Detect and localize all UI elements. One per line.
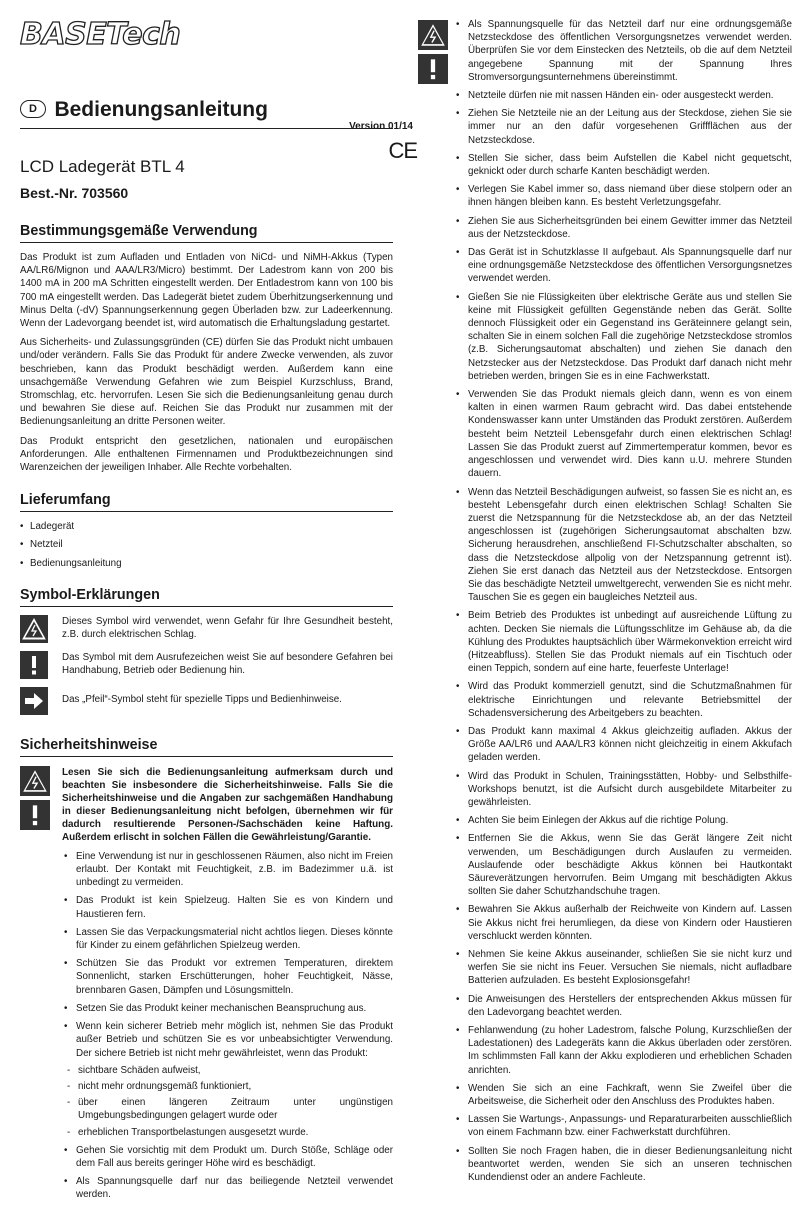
product-name: LCD Ladegerät BTL 4	[20, 157, 185, 176]
article-number: Best.-Nr. 703560	[20, 185, 129, 201]
safety-item-text: Wenn kein sicherer Betrieb mehr möglich ist, nehmen Sie das Produkt außer Betrieb und schützen Sie es vor unbeabsichtigter Verwendung. Der sichere Betrieb ist nicht mehr gewährleistet, wenn das Produkt:	[76, 1021, 393, 1059]
section-intended-use	[20, 223, 393, 474]
safety-item: • Wenden Sie sich an eine Fachkraft, wenn Sie Zweifel über die Arbeitsweise, die Sicherheit oder den Anschluss des Produktes haben.	[456, 1082, 792, 1108]
symbol-row	[20, 651, 393, 679]
safety-item: • Eine Verwendung ist nur in geschlossenen Räumen, also nicht im Freien erlaubt. Der Kontakt mit Feuchtigkeit, z.B. im Badezimmer u.ä. ist unbedingt zu vermeiden.	[64, 850, 393, 890]
safety-item: • Als Spannungsquelle darf nur das beiliegende Netzteil verwendet werden.	[64, 1175, 393, 1201]
warning-icons-right	[418, 20, 448, 84]
symbol-description: Dieses Symbol wird verwendet, wenn Gefahr für Ihre Gesundheit besteht, z.B. durch elektrischen Schlag.	[62, 615, 393, 641]
symbol-description: Das „Pfeil“-Symbol steht für spezielle Tipps und Bedienhinweise.	[62, 693, 342, 705]
heading-scope: Lieferumfang	[20, 492, 393, 512]
safety-item: • Wird das Produkt in Schulen, Trainingsstätten, Hobby- und Selbsthilfe-Workshops benutzt, ist die Aufsicht durch ausgebildete Mitarbeiter zu gewährleisten.	[456, 770, 792, 810]
version-label: Version 01/14	[349, 121, 413, 132]
page-title: Bedienungsanleitung	[54, 98, 268, 121]
lightning-warning-icon	[20, 766, 50, 796]
safety-item: • Als Spannungsquelle für das Netzteil darf nur eine ordnungsgemäße Netzsteckdose des öffentlichen Versorgungsnetzes verwendet werden. Überprüfen Sie vor dem Einstecken des Netzteils, ob die auf dem Netzteil angegebene Spannung mit der Spannung Ihres Stromversorgungsunternehmens übereinstimmt.	[456, 18, 792, 84]
safety-item: • Verwenden Sie das Produkt niemals gleich dann, wenn es von einem kalten in einen warmen Raum gebracht wird. Das dabei entstehende Kondenswasser kann unter Umständen das Produkt zerstören. Außerdem besteht beim Netzteil Lebensgefahr durch einen elektrischen Schlag! Lassen Sie das Produkt zuerst auf Zimmertemperatur kommen, bevor es angeschlossen und verwendet wird. Dies kann u.U. mehrere Stunden dauern.	[456, 388, 792, 480]
safety-item: • Achten Sie beim Einlegen der Akkus auf die richtige Polung.	[456, 814, 792, 827]
dash-item: - nicht mehr ordnungsgemäß funktioniert,	[64, 1080, 393, 1093]
list-item: • Bedienungsanleitung	[20, 557, 393, 570]
safety-item: • Setzen Sie das Produkt keiner mechanischen Beanspruchung aus.	[64, 1002, 393, 1015]
safety-item: • Gehen Sie vorsichtig mit dem Produkt um. Durch Stöße, Schläge oder dem Fall aus bereits geringer Höhe wird es beschädigt.	[64, 1144, 393, 1170]
heading-intended-use: Bestimmungsgemäße Verwendung	[20, 223, 393, 243]
language-badge: D	[20, 100, 46, 118]
section-scope	[20, 492, 393, 570]
list-item: • Netzteil	[20, 538, 393, 551]
exclamation-icon	[20, 800, 50, 830]
safety-item: • Nehmen Sie keine Akkus auseinander, schließen Sie sie nicht kurz und werfen Sie sie nicht ins Feuer. Versuchen Sie niemals, nicht aufladbare Batterien aufzuladen. Es besteht Explosionsgefahr!	[456, 948, 792, 988]
safety-item: • Stellen Sie sicher, dass beim Aufstellen die Kabel nicht gequetscht, geknickt oder durch scharfe Kanten beschädigt werden.	[456, 152, 792, 178]
section-symbols	[20, 587, 393, 715]
safety-item: • Das Gerät ist in Schutzklasse II aufgebaut. Als Spannungsquelle darf nur eine ordnungsgemäße Netzsteckdose des öffentlichen Versorgungsnetzes verwendet werden.	[456, 246, 792, 286]
ce-mark: CE	[388, 138, 417, 163]
dash-item: - sichtbare Schäden aufweist,	[64, 1064, 393, 1077]
exclamation-icon	[418, 54, 448, 84]
safety-item: • Lassen Sie das Verpackungsmaterial nicht achtlos liegen. Dieses könnte für Kinder zu einem gefährlichen Spielzeug werden.	[64, 926, 393, 952]
dash-item: - erheblichen Transportbelastungen ausgesetzt wurde.	[64, 1126, 393, 1139]
safety-item: • Fehlanwendung (zu hoher Ladestrom, falsche Polung, Kurzschließen der Ladestationen) des Ladegeräts kann die Akkus überladen oder zerstören. Im schlimmsten Fall kann der Akku explodieren und erheblichen Schaden anrichten.	[456, 1024, 792, 1077]
safety-item: • Wird das Produkt kommerziell genutzt, sind die Schutzmaßnahmen für elektrische Einrichtungen und relevante Betriebsmittel der Schadensversicherung des Arbeitgebers zu beachten.	[456, 680, 792, 720]
heading-safety: Sicherheitshinweise	[20, 737, 393, 757]
symbol-description: Das Symbol mit dem Ausrufezeichen weist Sie auf besondere Gefahren bei Handhabung, Betrieb oder Bedienung hin.	[62, 651, 393, 677]
paragraph: Das Produkt entspricht den gesetzlichen, nationalen und europäischen Anforderungen. Alle enthaltenen Firmennamen und Produktbezeichnungen sind Warenzeichen der jeweiligen Inhaber. Alle Rechte vorbehalten.	[20, 435, 393, 474]
section-safety	[20, 737, 393, 1202]
safety-item: • Das Produkt ist kein Spielzeug. Halten Sie es von Kindern und Haustieren fern.	[64, 894, 393, 920]
title-row	[20, 98, 417, 163]
safety-item: • Entfernen Sie die Akkus, wenn Sie das Gerät längere Zeit nicht verwenden, um Beschädigungen durch Auslaufen zu vermeiden. Auslaufende oder beschädigte Akkus können bei Hautkontakt Säureverätzungen hervorrufen. Beim Umgang mit beschädigten Akkus sollten Sie daher Schutzhandschuhe tragen.	[456, 832, 792, 898]
safety-item: • Beim Betrieb des Produktes ist unbedingt auf ausreichende Lüftung zu achten. Decken Sie niemals die Lüftungsschlitze im Gehäuse ab, da die Kühlung des Produktes hauptsächlich über Wärmekonvektion erreicht wird (Hitzeabfluss). Stellen Sie das Produkt niemals auf ein Tischtuch oder einen Teppich, sondern auf eine harte, feuerfeste Unterlage!	[456, 609, 792, 675]
safety-item: • Netzteile dürfen nie mit nassen Händen ein- oder ausgesteckt werden.	[456, 89, 792, 102]
exclamation-icon	[20, 651, 48, 679]
safety-item: • Das Produkt kann maximal 4 Akkus gleichzeitig aufladen. Akkus der Größe AA/LR6 und AAA/LR3 können nicht gleichzeitig in einem Akkufach geladen werden.	[456, 725, 792, 765]
brand-logo	[20, 18, 393, 52]
list-item: • Ladegerät	[20, 520, 393, 533]
safety-item: • Schützen Sie das Produkt vor extremen Temperaturen, direktem Sonnenlicht, starken Erschütterungen, hoher Feuchtigkeit, Nässe, brennbaren Gasen, Dämpfen und Lösungsmitteln.	[64, 957, 393, 997]
safety-list-right	[456, 18, 792, 1184]
safety-item: • Verlegen Sie Kabel immer so, dass niemand über diese stolpern oder an ihnen hängen bleiben kann. Es besteht Verletzungsgefahr.	[456, 183, 792, 209]
warning-icons	[20, 766, 50, 844]
symbol-row	[20, 615, 393, 643]
safety-item: • Wenn das Netzteil Beschädigungen aufweist, so fassen Sie es nicht an, es besteht Lebensgefahr durch einen elektrischen Schlag! Schalten Sie zuerst die Netzspannung für die Netzsteckdose ab, an der das Netzteil angeschlossen ist (zugehörigen Sicherungsautomat abschalten bzw. Sicherung herausdrehen, anschließend FI-Schutzschalter abschalten, so dass die Netzsteckdose allpolig von der Netzspannung getrennt ist). Ziehen Sie erst danach das Netzteil aus der Netzsteckdose. Entsorgen Sie das beschädigte Netzteil umweltgerecht, verwenden Sie es nicht mehr. Tauschen Sie es gegen ein baugleiches Netzteil aus.	[456, 486, 792, 605]
heading-symbols: Symbol-Erklärungen	[20, 587, 393, 607]
logo-text: BASETech	[20, 17, 181, 52]
safety-intro-text: Lesen Sie sich die Bedienungsanleitung aufmerksam durch und beachten Sie insbesondere die Sicherheitshinweise. Falls Sie die Sicherheitshinweise und die Angaben zur sachgemäßen Handhabung in dieser Bedienungsanleitung nicht befolgen, übernehmen wir für dadurch resultierende Personen-/Sachschäden keine Haftung. Außerdem erlischt in solchen Fällen die Gewährleistung/Garantie.	[62, 766, 393, 843]
safety-item	[64, 1020, 393, 1139]
right-column	[420, 18, 792, 1189]
safety-item: • Gießen Sie nie Flüssigkeiten über elektrische Geräte aus und stellen Sie keine mit Flüssigkeit gefüllten Gegenstände neben das Gerät. Sollte dennoch Flüssigkeit oder ein Gegenstand ins Geräteinnere gelangt sein, schalten Sie in einem solchen Fall die zugehörige Netzsteckdose stromlos (z.B. Sicherungsautomat abschalten) und ziehen Sie danach den Netzstecker aus der Netzsteckdose. Das Produkt darf danach nicht mehr betrieben werden, bringen Sie es in eine Fachwerkstatt.	[456, 291, 792, 383]
safety-item: • Ziehen Sie Netzteile nie an der Leitung aus der Steckdose, ziehen Sie sie immer nur an den dafür vorgesehenen Griffflächen aus der Netzsteckdose.	[456, 107, 792, 147]
paragraph: Das Produkt ist zum Aufladen und Entladen von NiCd- und NiMH-Akkus (Typen AA/LR6/Mignon und AAA/LR3/Micro) bestimmt. Der Ladestrom kann von 200 bis 1400 mA in 200 mA Schritten eingestellt werden. Der Entladestrom kann von 100 bis 700 mA eingestellt werden. Das Ladegerät bietet zudem Überhitzungserkennung und Minus Delta (-dV) Spannungserkennung gegen Überladen bzw. zur Ladeerkennung. Wenn der Ladevorgang beendet ist, wird automatisch die Erhaltungsladung gestartet.	[20, 252, 393, 330]
paragraph: Aus Sicherheits- und Zulassungsgründen (CE) dürfen Sie das Produkt nicht umbauen und/oder verändern. Falls Sie das Produkt für andere Zwecke verwenden, als zuvor beschrieben, kann das Produkt beschädigt werden. Außerdem kann eine unsachgemäße Verwendung Gefahren wie zum Beispiel Kurzschluss, Brand, Stromschlag, etc. hervorrufen. Lesen Sie sich die Bedienungsanleitung genau durch und bewahren Sie diese auf. Reichen Sie das Produkt nur zusammen mit der Bedienungsanleitung an dritte Personen weiter.	[20, 337, 393, 428]
lightning-warning-icon	[20, 615, 48, 643]
safety-item: • Sollten Sie noch Fragen haben, die in dieser Bedienungsanleitung nicht beantwortet werden, wenden Sie sich an unseren technischen Kundendienst oder an andere Fachleute.	[456, 1145, 792, 1185]
lightning-warning-icon	[418, 20, 448, 50]
safety-item: • Ziehen Sie aus Sicherheitsgründen bei einem Gewitter immer das Netzteil aus der Netzsteckdose.	[456, 215, 792, 241]
arrow-icon	[20, 687, 48, 715]
safety-item: • Lassen Sie Wartungs-, Anpassungs- und Reparaturarbeiten ausschließlich von einem Fachmann bzw. einer Fachwerkstatt durchführen.	[456, 1113, 792, 1139]
left-column	[20, 17, 417, 1207]
symbol-row	[20, 687, 393, 715]
dash-item: - über einen längeren Zeitraum unter ungünstigen Umgebungsbedingungen gelagert wurde oder	[64, 1096, 393, 1122]
safety-item: • Die Anweisungen des Herstellers der entsprechenden Akkus müssen für den Ladevorgang beachtet werden.	[456, 993, 792, 1019]
safety-item: • Bewahren Sie Akkus außerhalb der Reichweite von Kindern auf. Lassen Sie Akkus nicht frei herumliegen, da diese von Kindern oder Haustieren verschluckt werden könnten.	[456, 903, 792, 943]
safety-intro	[20, 766, 393, 844]
